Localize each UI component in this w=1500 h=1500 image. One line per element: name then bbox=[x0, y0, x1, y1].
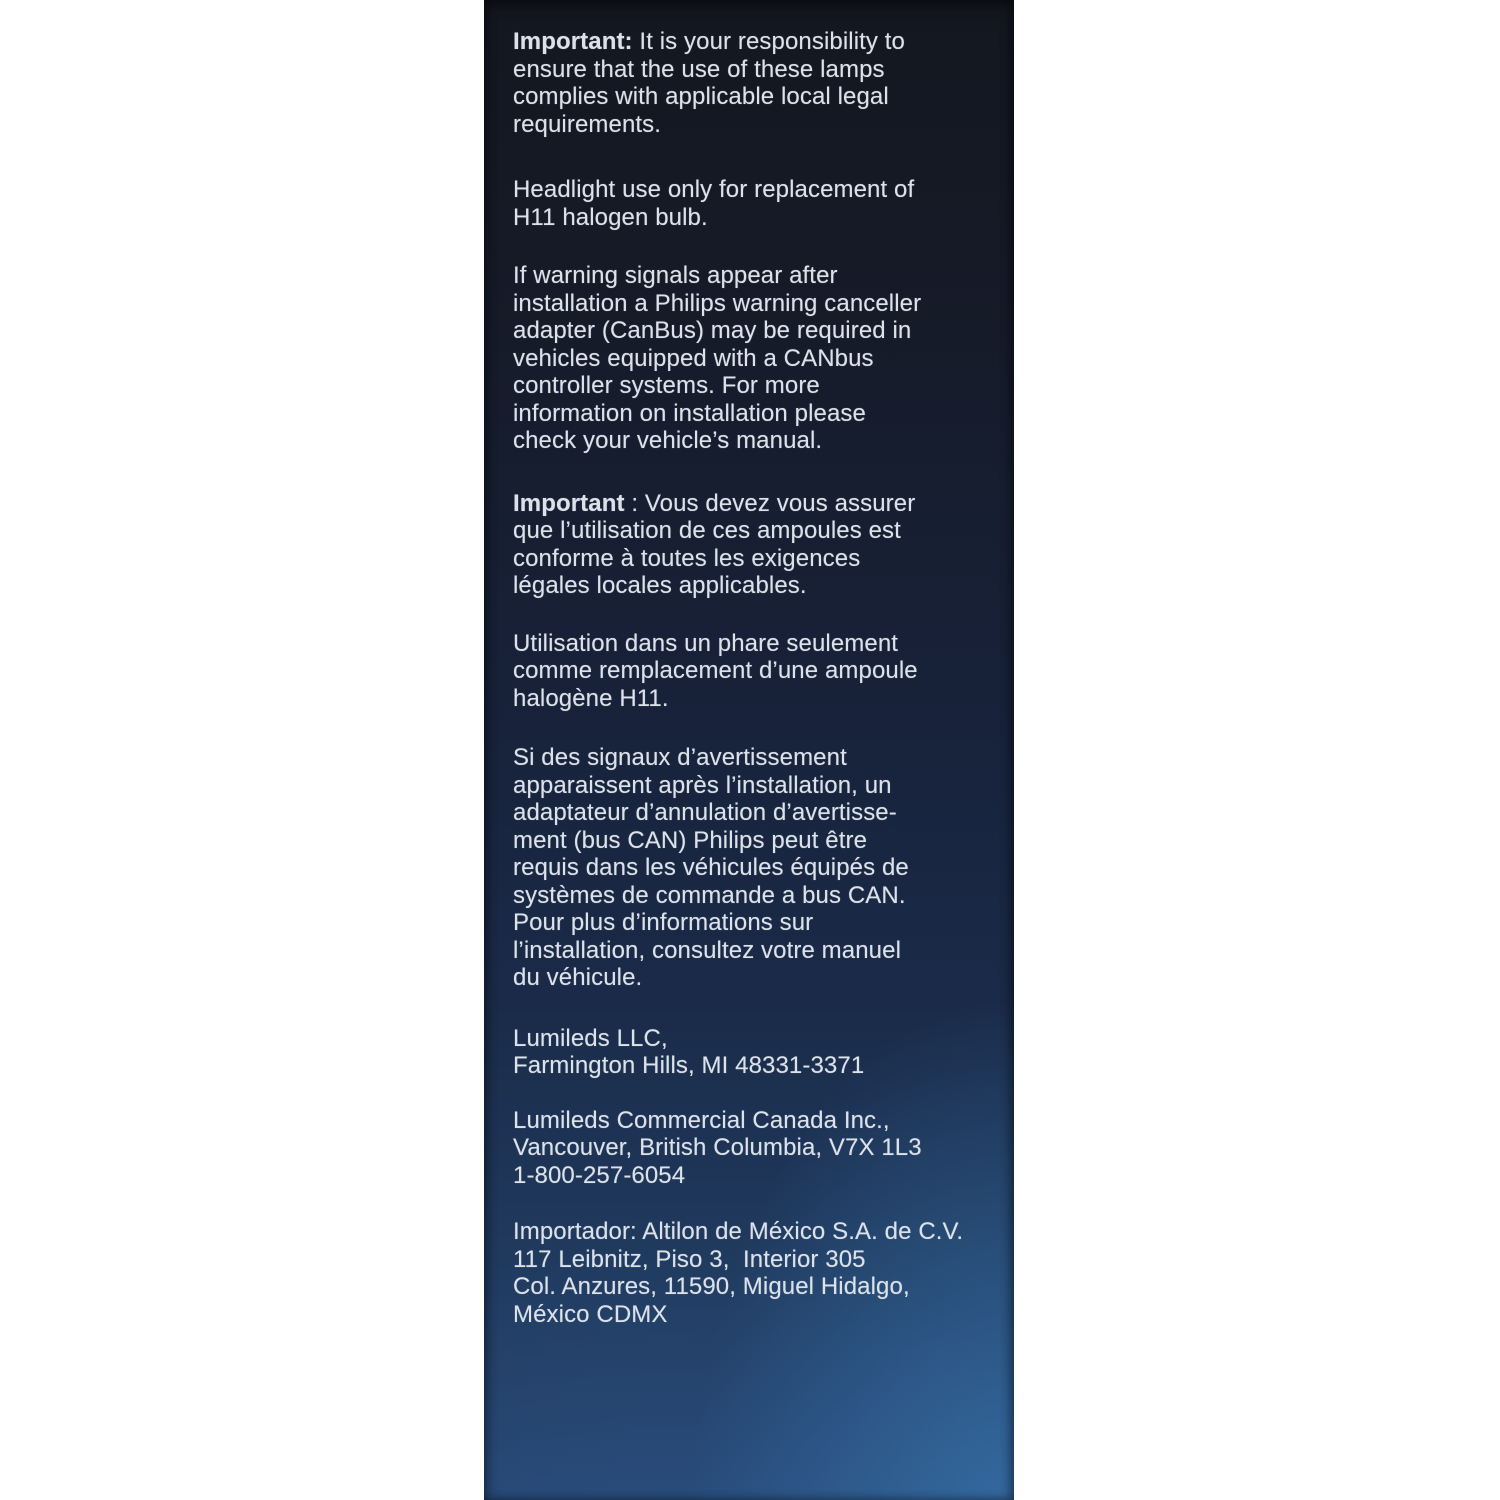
paragraph-importer-mexico-address bbox=[513, 1218, 999, 1328]
text-line: que l’utilisation de ces ampoules est bbox=[513, 517, 901, 544]
text-line: H11 halogen bulb. bbox=[513, 203, 708, 231]
text-line: information on installation please bbox=[513, 399, 866, 427]
paragraph-utilisation-fr bbox=[513, 630, 999, 713]
important-fr-lead-rest: : Vous devez vous assurer bbox=[624, 489, 916, 517]
text-line: Utilisation dans un phare seulement bbox=[513, 629, 899, 657]
text-line: adaptateur d’annulation d’avertisse- bbox=[513, 799, 897, 826]
text-line bbox=[513, 28, 999, 56]
text-line: Pour plus d’informations sur bbox=[513, 909, 814, 936]
text-line: Col. Anzures, 11590, Miguel Hidalgo, bbox=[513, 1273, 910, 1300]
package-side-panel bbox=[484, 0, 1014, 1500]
text-line: halogène H11. bbox=[513, 684, 669, 712]
text-line: apparaissent après l’installation, un bbox=[513, 771, 892, 799]
legal-text-column bbox=[513, 28, 999, 1328]
text-line: controller systems. For more bbox=[513, 372, 820, 399]
text-line: du véhicule. bbox=[513, 964, 643, 991]
text-line: adapter (CanBus) may be required in bbox=[513, 317, 912, 344]
text-line: Lumileds Commercial Canada Inc., bbox=[513, 1106, 890, 1134]
text-line: Headlight use only for replacement of bbox=[513, 176, 915, 203]
text-line: complies with applicable local legal bbox=[513, 83, 889, 110]
text-line: l’installation, consultez votre manuel bbox=[513, 936, 901, 964]
text-line: vehicles equipped with a CANbus bbox=[513, 344, 874, 372]
text-line: ensure that the use of these lamps bbox=[513, 55, 885, 83]
important-en-bold-label: Important: bbox=[513, 28, 633, 55]
paragraph-important-fr bbox=[513, 490, 999, 600]
text-line: Importador: Altilon de México S.A. de C.V. bbox=[513, 1218, 964, 1245]
text-line: 117 Leibnitz, Piso 3, Interior 305 bbox=[513, 1245, 866, 1273]
paragraph-lumileds-us-address bbox=[513, 1025, 999, 1080]
paragraph-important-en bbox=[513, 28, 999, 138]
text-line: légales locales applicables. bbox=[513, 572, 807, 599]
text-line: requis dans les véhicules équipés de bbox=[513, 854, 909, 881]
text-line: Si des signaux d’avertissement bbox=[513, 744, 847, 771]
text-line bbox=[513, 490, 999, 518]
text-line: 1-800-257-6054 bbox=[513, 1161, 686, 1189]
paragraph-lumileds-canada-address bbox=[513, 1107, 999, 1190]
text-line: Lumileds LLC, bbox=[513, 1024, 668, 1052]
text-line: conforme à toutes les exigences bbox=[513, 544, 861, 572]
important-en-lead-rest: It is your responsibility to bbox=[632, 28, 905, 55]
text-line: If warning signals appear after bbox=[513, 262, 838, 289]
paragraph-canbus-warning-fr bbox=[513, 744, 999, 992]
text-line: systèmes de commande a bus CAN. bbox=[513, 881, 906, 909]
paragraph-headlight-use-en bbox=[513, 176, 999, 231]
text-line: México CDMX bbox=[513, 1300, 668, 1328]
text-line: installation a Philips warning canceller bbox=[513, 289, 922, 317]
text-line: Farmington Hills, MI 48331-3371 bbox=[513, 1052, 865, 1079]
important-fr-bold-label: Important bbox=[513, 489, 625, 517]
paragraph-canbus-warning-en bbox=[513, 262, 999, 455]
text-line: comme remplacement d’une ampoule bbox=[513, 657, 918, 684]
text-line: ment (bus CAN) Philips peut être bbox=[513, 826, 868, 854]
text-line: requirements. bbox=[513, 110, 662, 138]
text-line: Vancouver, British Columbia, V7X 1L3 bbox=[513, 1134, 922, 1161]
text-line: check your vehicle’s manual. bbox=[513, 427, 823, 454]
